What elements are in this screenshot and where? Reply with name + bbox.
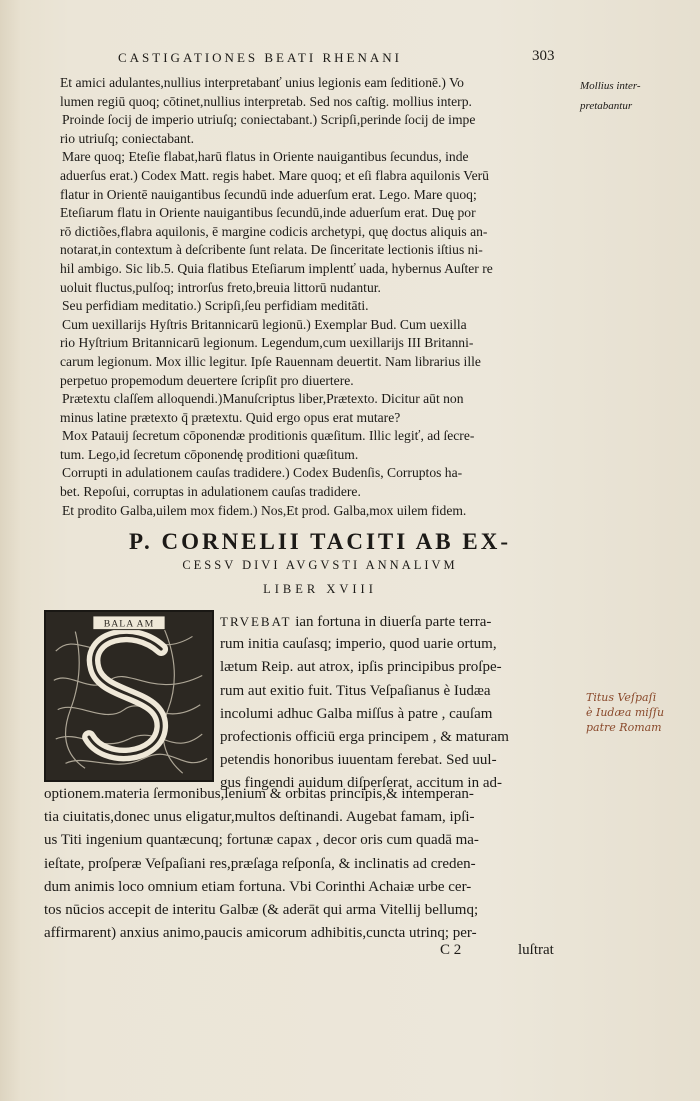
margin-note-line: pretabantur — [580, 100, 633, 112]
text-line: tia ciuitatis,donec unus eligatur,multos deſtinandi. Augebat famam, ipſi- — [44, 809, 475, 826]
text-line: flatur in Orientē nauigantibus ſecundū inde aduerſum erat. Lego. Mare quoq; — [60, 186, 477, 202]
text-line: affirmarent) anxius animo,paucis amicorum adhibitis,cuncta utrinq; per- — [44, 925, 477, 942]
margin-note-line: Mollius inter- — [580, 80, 641, 92]
text-line: optionem.materia ſermonibus,ſenium & orbitas principis,& intemperan- — [44, 786, 474, 802]
woodcut-initial-icon — [46, 612, 212, 780]
text-line: gus fingendi auidum diſperſerat, accitum in ad- — [220, 775, 502, 792]
text-line: Et prodito Galba,uilem mox fidem.) Nos,Et prod. Galba,mox uilem fidem. — [62, 502, 467, 518]
catchword: luſtrat — [518, 942, 554, 958]
annales-text-right — [220, 610, 580, 796]
handwritten-line: è Iudæa miſſu — [586, 706, 665, 719]
text-line: ieſtate, proſperæ Veſpaſiani res,præſaga reſponſa, & inclinatis ad creden- — [44, 855, 476, 872]
text-line: hil ambigo. Sic lib.5. Quia flatibus Eteſiarum implentť uada, hybernus Auſter re — [60, 260, 493, 276]
text-line: lætum Reip. aut atrox, ipſis principibus proſpe- — [220, 659, 502, 676]
text-line: lumen regiū quoq; cōtinet,nullius interpretab. Sed nos caſtig. mollius interp. — [60, 93, 472, 109]
book-number: LIBER XVIII — [263, 582, 377, 596]
text-line — [220, 610, 580, 633]
text-line: uoluit fluctus,pulſoq; introrſus freto,breuia littorū nudantur. — [60, 279, 381, 295]
text-line: Eteſiarum flatu in Oriente nauigantibus ſecundū,inde aduerſum erat. Duę por — [60, 205, 476, 221]
text-line: rō dictiões,flabra aquilonis, ē margine codicis archetypi, quę doctus aliquis an- — [60, 223, 488, 239]
text-line: notarat,in contextum à deſcribente ſunt relata. De ſinceritate lectionis iſtius ni- — [60, 242, 483, 258]
text-line: Et amici adulantes,nullius interpretabanť unius legionis eam ſeditionē.) Vo — [60, 75, 464, 90]
text-line: rum aut exitio fuit. Titus Veſpaſianus è Iudæa — [220, 682, 491, 699]
text-line: Prætextu claſſem alloquendi.)Manuſcriptus liber,Prætexto. Dicitur aūt non — [62, 391, 464, 407]
annales-text-full — [44, 783, 580, 945]
folio-number: 303 — [532, 48, 555, 64]
text-line: Proinde ſocij de imperio utriuſq; coniectabant.) Scripſi,perinde ſocij de impe — [62, 112, 476, 128]
text-line-rest: ian fortuna in diuerſa parte terra- — [291, 614, 492, 630]
text-line: profectionis officiū erga principem , & maturam — [220, 728, 509, 745]
text-line: Mox Patauij ſecretum cōponendæ proditionis quæſitum. Illic legiť, ad ſecre- — [62, 428, 475, 444]
text-line: petendis honoribus iuuentam ferebat. Sed uul- — [220, 752, 497, 769]
book-heading: P. CORNELII TACITI AB EX- — [129, 529, 511, 554]
text-line: tos nūcios accepit de interitu Galbæ (& aderāt qui arma Vitellij bellumq; — [44, 901, 479, 918]
handwritten-line: patre Romam — [586, 721, 662, 734]
first-word: TRVEBAT — [220, 614, 292, 629]
text-line: Cum uexillarijs Hyſtris Britannicarū legionū.) Exemplar Bud. Cum uexilla — [62, 316, 467, 332]
text-line: aduerſus erat.) Codex Matt. regis habet. Mare quoq; et eſi flabra aquilonis Verū — [60, 167, 489, 183]
text-line: bet. Repoſui, corruptas in adulationem cauſas tradidere. — [60, 484, 361, 500]
text-line: incolumi adhuc Galba miſſus à patre , cauſam — [220, 705, 493, 722]
woodcut-initial-s — [44, 610, 214, 782]
text-line: rio utriuſq; coniectabant. — [60, 130, 195, 146]
signature-mark: C 2 — [440, 942, 462, 958]
handwritten-line: Titus Veſpaſi — [586, 691, 657, 704]
text-line: us Titi ingenium quantæcunq; fortunæ capax , decor oris cum quadā ma- — [44, 832, 479, 849]
initial-banner: BALA AM — [103, 618, 155, 630]
book-subheading: CESSV DIVI AVGVSTI ANNALIVM — [182, 558, 458, 572]
text-line: Seu perfidiam meditatio.) Scripſi,ſeu perfidiam meditāti. — [62, 298, 369, 314]
running-head: CASTIGATIONES BEATI RHENANI — [118, 50, 402, 65]
text-line: carum legionum. Mox illic legitur. Ipſe Rauennam deuertit. Nam librarius ille — [60, 353, 481, 369]
text-line: tum. Lego,id ſecretum cōponendę proditioni quæſitum. — [60, 446, 359, 462]
text-line: rum initia cauſasq; imperio, quod uarie ortum, — [220, 636, 497, 653]
text-line: rio Hyſtrium Britannicarū legionum. Legendum,cum uexillarijs III Britanni- — [60, 335, 474, 351]
text-line: Corrupti in adulationem cauſas tradidere.) Codex Budenſis, Corruptos ha- — [62, 465, 463, 481]
text-line: Mare quoq; Eteſie flabat,harū flatus in Oriente nauigantibus ſecundus, inde — [62, 149, 469, 165]
text-line: dum animis loco omnium etiam fortuna. Vbi Corinthi Achaiæ urbe cer- — [44, 878, 472, 895]
text-line: perpetuo propemodum deuertere ſcripſit pro diuertere. — [60, 372, 354, 388]
printed-margin-note — [580, 76, 698, 116]
text-line: minus latine prætexto q̄ prætextu. Quid ergo opus erat mutare? — [60, 409, 401, 425]
handwritten-margin-note — [586, 690, 698, 735]
castigationes-text — [60, 74, 580, 520]
